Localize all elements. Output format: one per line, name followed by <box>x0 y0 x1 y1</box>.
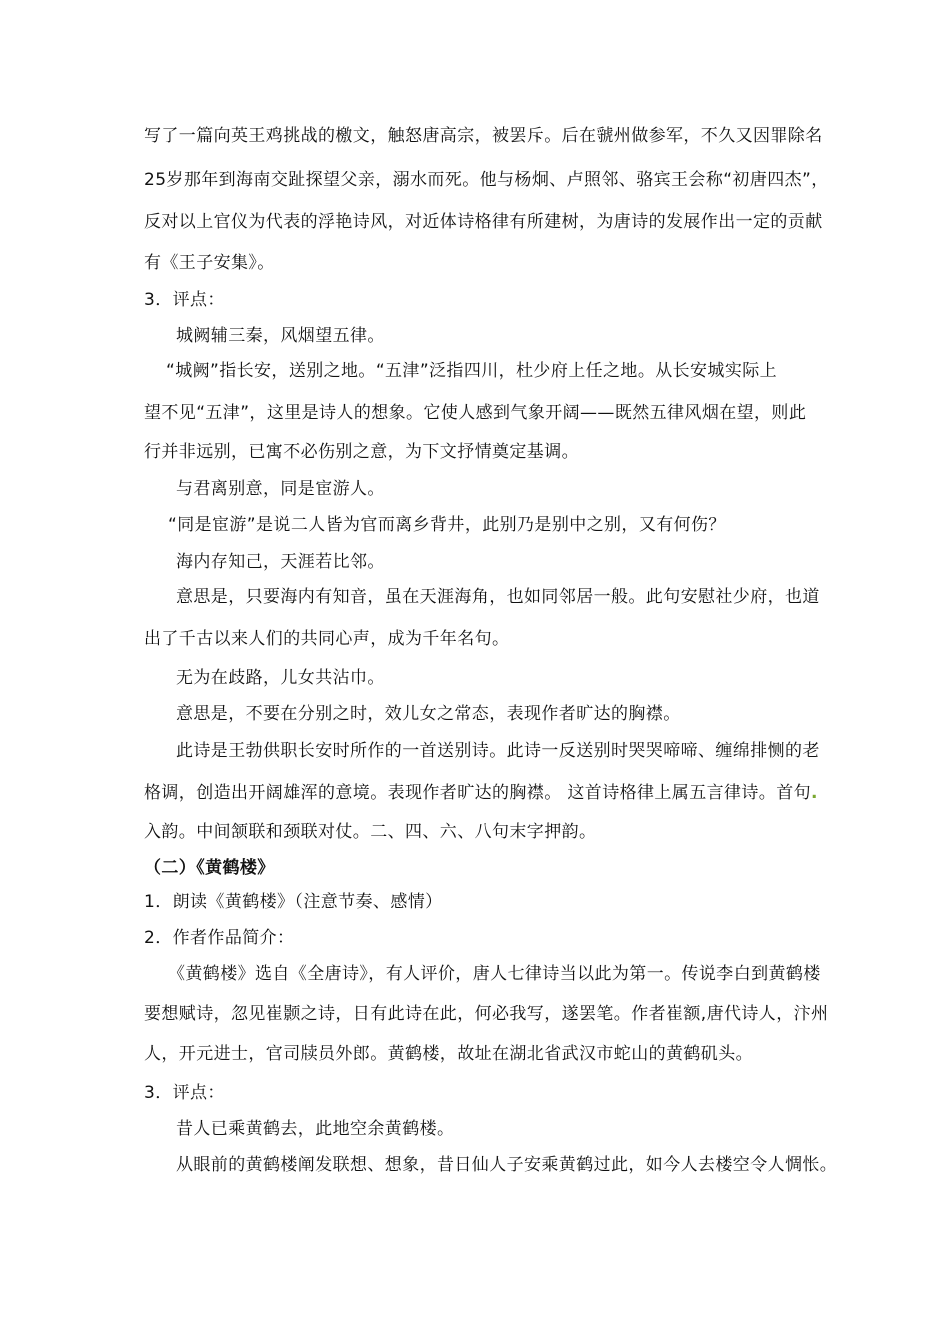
text-line: 25岁那年到海南交趾探望父亲，溺水而死。他与杨炯、卢照邻、骆宾王会称“初唐四杰”， <box>144 170 829 190</box>
text-line: 反对以上官仪为代表的浮艳诗风，对近体诗格律有所建树，为唐诗的发展作出一定的贡献 <box>144 212 823 232</box>
text-line: 《黄鹤楼》选自《全唐诗》，有人评价，唐人七律诗当以此为第一。传说李白到黄鹤楼 <box>168 964 821 984</box>
text-line: 出了千古以来人们的共同心声，成为千年名句。 <box>144 629 510 649</box>
text-line: 从眼前的黄鹤楼阐发联想、想象，昔日仙人子安乘黄鹤过此，如今人去楼空令人惆怅。 <box>176 1155 838 1175</box>
text-line: 意思是，只要海内有知音，虽在天涯海角，也如同邻居一般。此句安慰社少府，也道 <box>176 587 820 607</box>
text-line: 行并非远别，已寓不必伤别之意，为下文抒情奠定基调。 <box>144 442 579 462</box>
section-heading: 2．作者作品简介： <box>144 928 295 948</box>
section-title: （二）《黄鹤楼》 <box>144 858 275 878</box>
line-text: 格调，创造出开阔雄浑的意境。表现作者旷达的胸襟。 这首诗格律上属五言律诗。首句 <box>144 783 812 803</box>
poem-line: 无为在歧路，儿女共沾巾。 <box>176 668 385 688</box>
poem-line: 昔人已乘黄鹤去，此地空余黄鹤楼。 <box>176 1119 455 1139</box>
highlight-mark: . <box>811 783 818 803</box>
section-heading: 3．评点： <box>144 290 225 310</box>
poem-line: 海内存知己，天涯若比邻。 <box>176 552 385 572</box>
text-line: 意思是，不要在分别之时，效儿女之常态，表现作者旷达的胸襟。 <box>176 704 681 724</box>
text-line: 此诗是王勃供职长安时所作的一首送别诗。此诗一反送别时哭哭啼啼、缠绵排恻的老 <box>176 741 820 761</box>
poem-line: 城阙辅三秦，风烟望五律。 <box>176 326 385 346</box>
text-line: “同是宦游”是说二人皆为官而离乡背井，此别乃是别中之别，又有何伤？ <box>168 515 726 535</box>
poem-line: 与君离别意，同是宦游人。 <box>176 479 385 499</box>
section-heading: 3．评点： <box>144 1083 225 1103</box>
text-line: 要想赋诗，忽见崔颢之诗，日有此诗在此，何必我写，遂罢笔。作者崔额,唐代诗人，汴州 <box>144 1004 829 1024</box>
text-line: 有《王子安集》。 <box>144 253 275 273</box>
text-line: 望不见“五津”，这里是诗人的想象。它使人感到气象开阔——既然五律风烟在望，则此 <box>144 403 807 423</box>
section-heading: 1．朗读《黄鹤楼》（注意节奏、感情） <box>144 892 443 912</box>
text-line: 写了一篇向英王鸡挑战的檄文，触怒唐高宗，被罢斥。后在虢州做参军，不久又因罪除名 <box>144 126 823 146</box>
text-line <box>144 783 818 803</box>
text-line: “城阙”指长安，送别之地。“五津”泛指四川，杜少府上任之地。从长安城实际上 <box>166 361 778 381</box>
text-line: 人，开元进士，官司牍员外郎。黄鹤楼，故址在湖北省武汉市蛇山的黄鹤矶头。 <box>144 1044 753 1064</box>
text-line: 入韵。中间颔联和颈联对仗。二、四、六、八句末字押韵。 <box>144 822 597 842</box>
